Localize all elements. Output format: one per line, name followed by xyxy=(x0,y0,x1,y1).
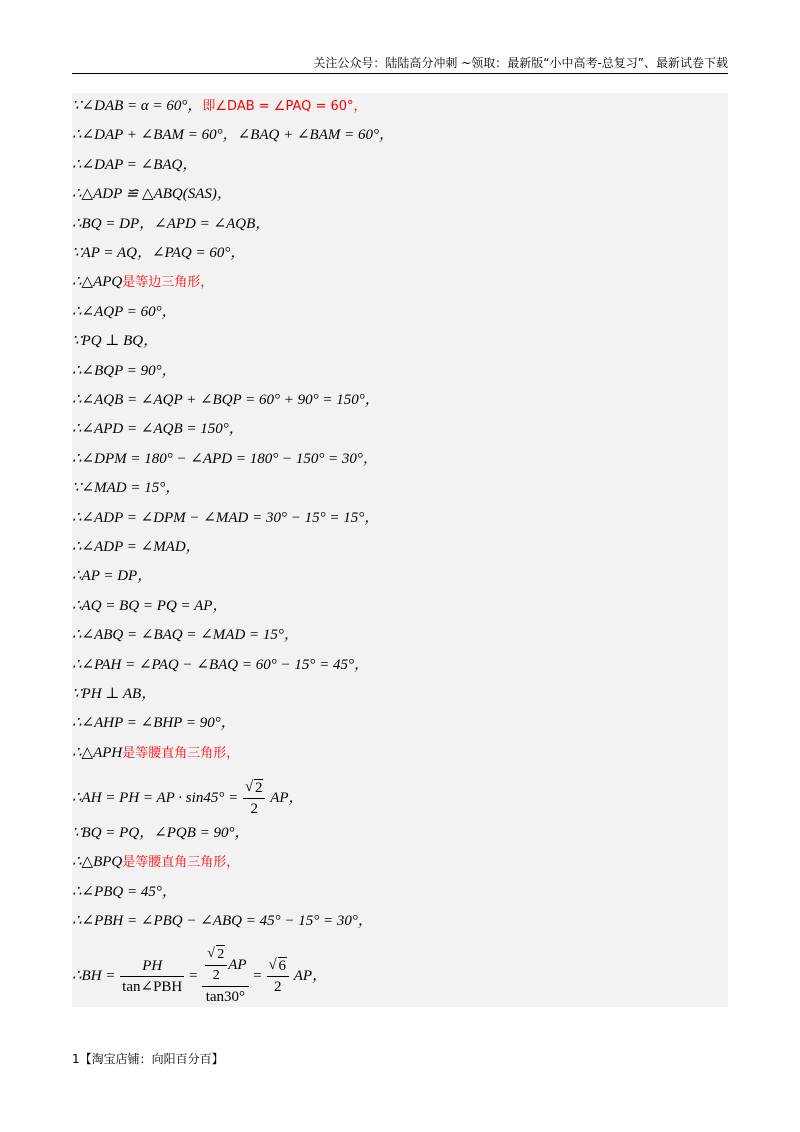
fraction-complex: √ $\frac{2}{2}$ AP tan30° xyxy=(202,945,248,1007)
math-text: ∴∠PBQ = 45°， xyxy=(72,883,177,900)
solution-line xyxy=(72,852,239,873)
solution-line xyxy=(72,419,244,439)
solution-line xyxy=(72,361,177,381)
math-text: ∴BQ = DP，∠APD = ∠AQB， xyxy=(72,215,271,232)
sqrt6-over-2-fraction: √ $\frac{6}{2}$ xyxy=(267,956,290,997)
solution-line xyxy=(72,566,152,586)
math-text: ∴∠DAP = ∠BAQ， xyxy=(72,156,198,173)
inner-fraction: √ $\frac{2}{2}$ xyxy=(205,945,227,986)
math-text: ∴∠AQP = 60°， xyxy=(72,303,177,320)
math-text: ∵PQ ⊥ BQ， xyxy=(72,333,159,350)
math-text: ∵AP = AQ，∠PAQ = 60°， xyxy=(72,245,246,261)
note-text: 是等边三角形， xyxy=(122,275,214,291)
sqrt-symbol: √ 2 xyxy=(245,778,264,798)
solution-line xyxy=(72,713,236,733)
math-text: ∴∠PAH = ∠PAQ − ∠BAQ = 60° − 15° = 45°， xyxy=(72,656,369,673)
solution-line xyxy=(72,743,239,764)
solution-block xyxy=(72,93,728,1007)
note-text: 是等腰直角三角形， xyxy=(122,855,240,871)
math-text: ∵PH ⊥ AB， xyxy=(72,686,157,702)
math-text: ∴∠ADP = ∠MAD， xyxy=(72,539,201,555)
solution-line xyxy=(72,823,250,843)
math-text: ∴∠APD = ∠AQB = 150°， xyxy=(72,421,244,438)
sqrt-symbol: √ 2 xyxy=(207,945,225,965)
math-text: ∴AP = DP， xyxy=(72,568,153,585)
sqrt2-over-2-fraction: √ $\frac{2}{2}$ xyxy=(243,778,266,819)
solution-line xyxy=(72,625,299,645)
solution-line xyxy=(72,214,270,234)
sqrt-symbol: √ 6 xyxy=(269,956,288,976)
note-text: 即∠DAB = ∠PAQ = 60°， xyxy=(202,99,367,114)
solution-line xyxy=(72,243,245,263)
math-text: ∴∠DPM = 180° − ∠APD = 180° − 150° = 30°， xyxy=(72,450,378,467)
math-text: ∴△APH xyxy=(72,744,123,761)
page-header: 关注公众号：陆陆高分冲刺 ~领取：最新版“小中高考-总复习”、最新试卷下载 xyxy=(72,56,728,74)
solution-line xyxy=(72,911,373,931)
solution-line xyxy=(72,537,201,557)
math-text: ∴∠DAP + ∠BAM = 60°，∠BAQ + ∠BAM = 60°， xyxy=(72,127,394,144)
math-text: ∴∠ABQ = ∠BAQ = ∠MAD = 15°， xyxy=(72,627,299,644)
solution-line xyxy=(72,302,177,322)
page-footer: 1【淘宝店铺：向阳百分百】 xyxy=(72,1052,224,1066)
math-text: ∵∠MAD = 15°， xyxy=(72,480,181,497)
line-ah-post: AP， xyxy=(270,789,304,806)
solution-line xyxy=(72,155,197,175)
solution-line xyxy=(72,184,232,204)
math-text: ∵∠DAB = α = 60°， xyxy=(72,98,203,114)
fraction-ph-over-tan: $\frac{PH}{\text{tan∠PBH}}$ xyxy=(122,957,183,995)
math-text: ∴∠PBH = ∠PBQ − ∠ABQ = 45° − 15° = 30°， xyxy=(72,913,373,930)
solution-line xyxy=(72,125,394,145)
note-text: 是等腰直角三角形， xyxy=(122,745,240,761)
solution-line xyxy=(72,478,180,498)
math-text: ∴∠AQB = ∠AQP + ∠BQP = 60° + 90° = 150°， xyxy=(72,392,380,408)
solution-line xyxy=(72,272,213,293)
solution-line xyxy=(72,331,158,351)
math-text: ∴△ADP ≌ △ABQ(SAS)， xyxy=(72,186,232,203)
solution-line xyxy=(72,882,177,902)
math-text: ∴△APQ xyxy=(72,274,123,291)
solution-line xyxy=(72,96,367,117)
math-text: ∴AQ = BQ = PQ = AP， xyxy=(72,597,228,614)
solution-line xyxy=(72,390,380,410)
solution-line xyxy=(72,655,369,675)
solution-line xyxy=(72,684,156,704)
solution-line xyxy=(72,596,227,616)
math-text: ∴△BPQ xyxy=(72,854,123,871)
math-text: ∵BQ = PQ，∠PQB = 90°， xyxy=(72,825,250,841)
math-text: ∴∠ADP = ∠DPM − ∠MAD = 30° − 15° = 15°， xyxy=(72,509,380,526)
line-ah xyxy=(72,778,304,819)
line-ah-pre: ∴AH = PH = AP · sin45° = xyxy=(72,789,239,806)
line-bh-pre: ∴BH = xyxy=(72,968,116,984)
line-bh: ∴BH = $\frac{PH}{\text{tan∠PBH}}$ = √ $\frac{2}{2}$ AP tan30° = √ $\frac{6}{2}$ AP， xyxy=(72,945,327,1007)
solution-line xyxy=(72,449,378,469)
solution-line xyxy=(72,508,379,528)
math-text: ∴∠BQP = 90°， xyxy=(72,362,177,379)
math-text: ∴∠AHP = ∠BHP = 90°， xyxy=(72,715,236,732)
